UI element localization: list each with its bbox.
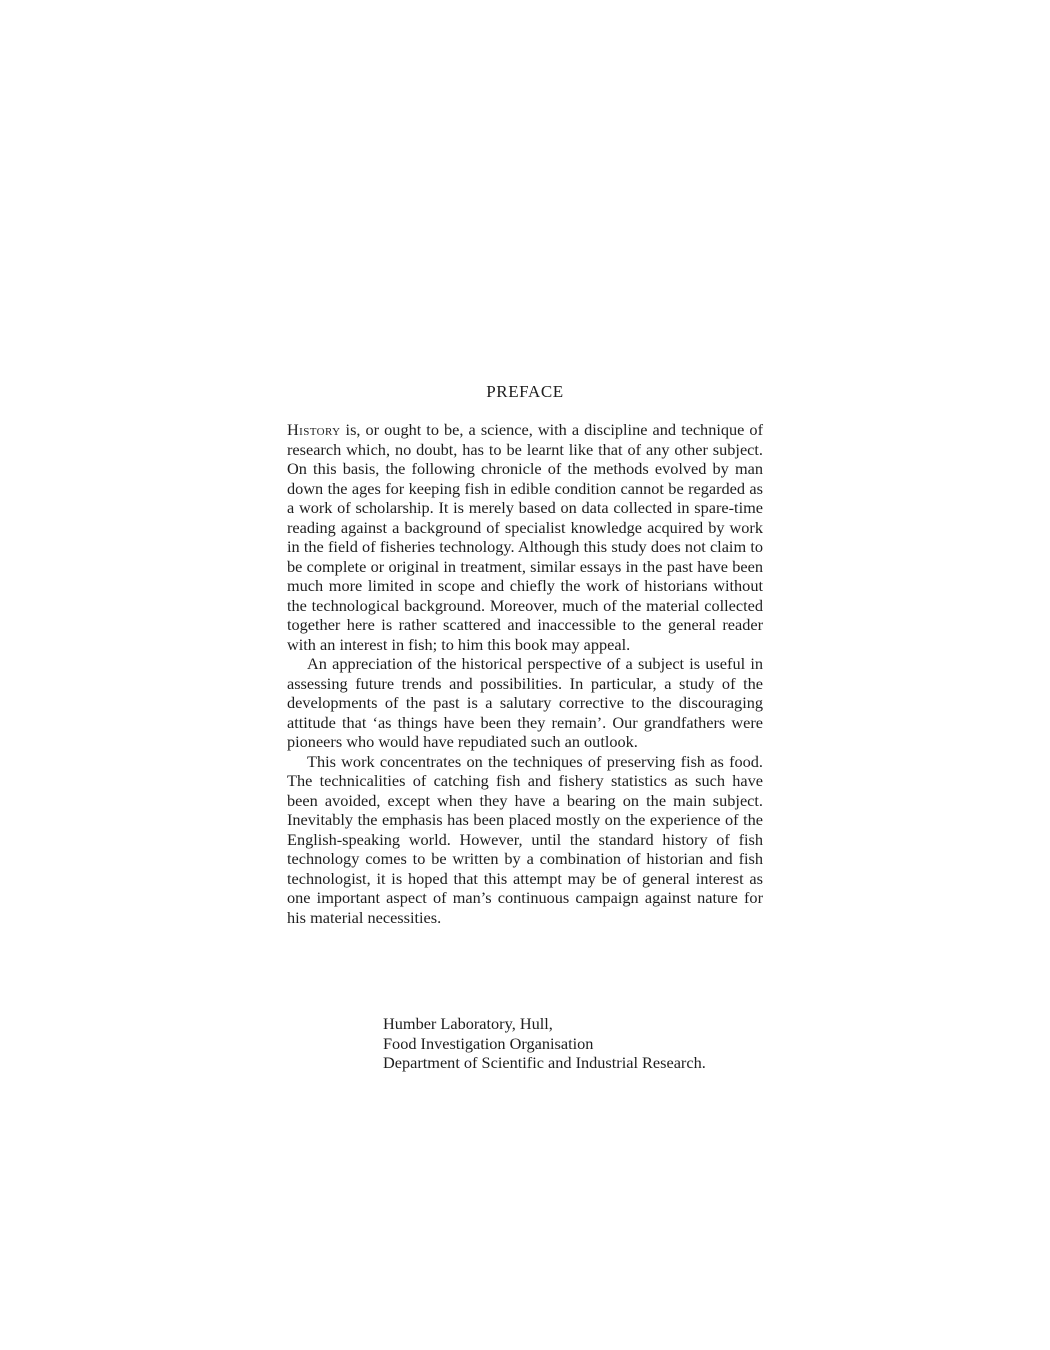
paragraph-3: This work concentrates on the techniques of preserving fish as food. The technicalities of catching fish and fishery statistics as such have been avoided, except when they have a bearing on the main subject. Inevitably the emphasis has been placed mostly on the experience of the English-speaking world. However, until the standard history of fish technology comes to be written by a combination of historian and fish technologist, it is hoped that this attempt may be of general interest as one important aspect of man’s continuous campaign against nature for his material necessities. — [287, 751, 763, 927]
paragraph-1 — [287, 420, 763, 654]
signature-line-1: Humber Laboratory, Hull, — [383, 1014, 553, 1033]
paragraph-2: An appreciation of the historical perspective of a subject is useful in assessing future trends and possibilities. In particular, a study of the developments of the past is a salutary corrective to the discouraging attitude that ‘as things have been they remain’. Our grandfathers were pioneers who would have repudiated such an outlook. — [287, 654, 763, 751]
signature-line-3: Department of Scientific and Industrial Research. — [383, 1053, 706, 1072]
paragraph-1-lead: History — [287, 420, 341, 439]
signature-line-2: Food Investigation Organisation — [383, 1033, 594, 1053]
paragraph-1-text: is, or ought to be, a science, with a discipline and technique of research which, no doubt, has to be learnt like that of any other subject. On this basis, the following chronicle of the methods evolved by man down the ages for keeping fish in edible condition cannot be regarded as a work of scholarship. It is merely based on data collected in spare-time reading against a background of specialist knowledge acquired by work in the field of fisheries technology. Although this study does not claim to be complete or original in treatment, similar essays in the past have been much more limited in scope and chiefly the work of historians without the technological background. Moreover, much of the material collected together here is rather scattered and inaccessible to the general reader with an interest in fish; to him this book may appeal. — [287, 420, 763, 654]
signature-block — [383, 1014, 706, 1073]
preface-body — [287, 420, 763, 927]
page-title: PREFACE — [486, 382, 564, 401]
book-page — [287, 0, 763, 1350]
